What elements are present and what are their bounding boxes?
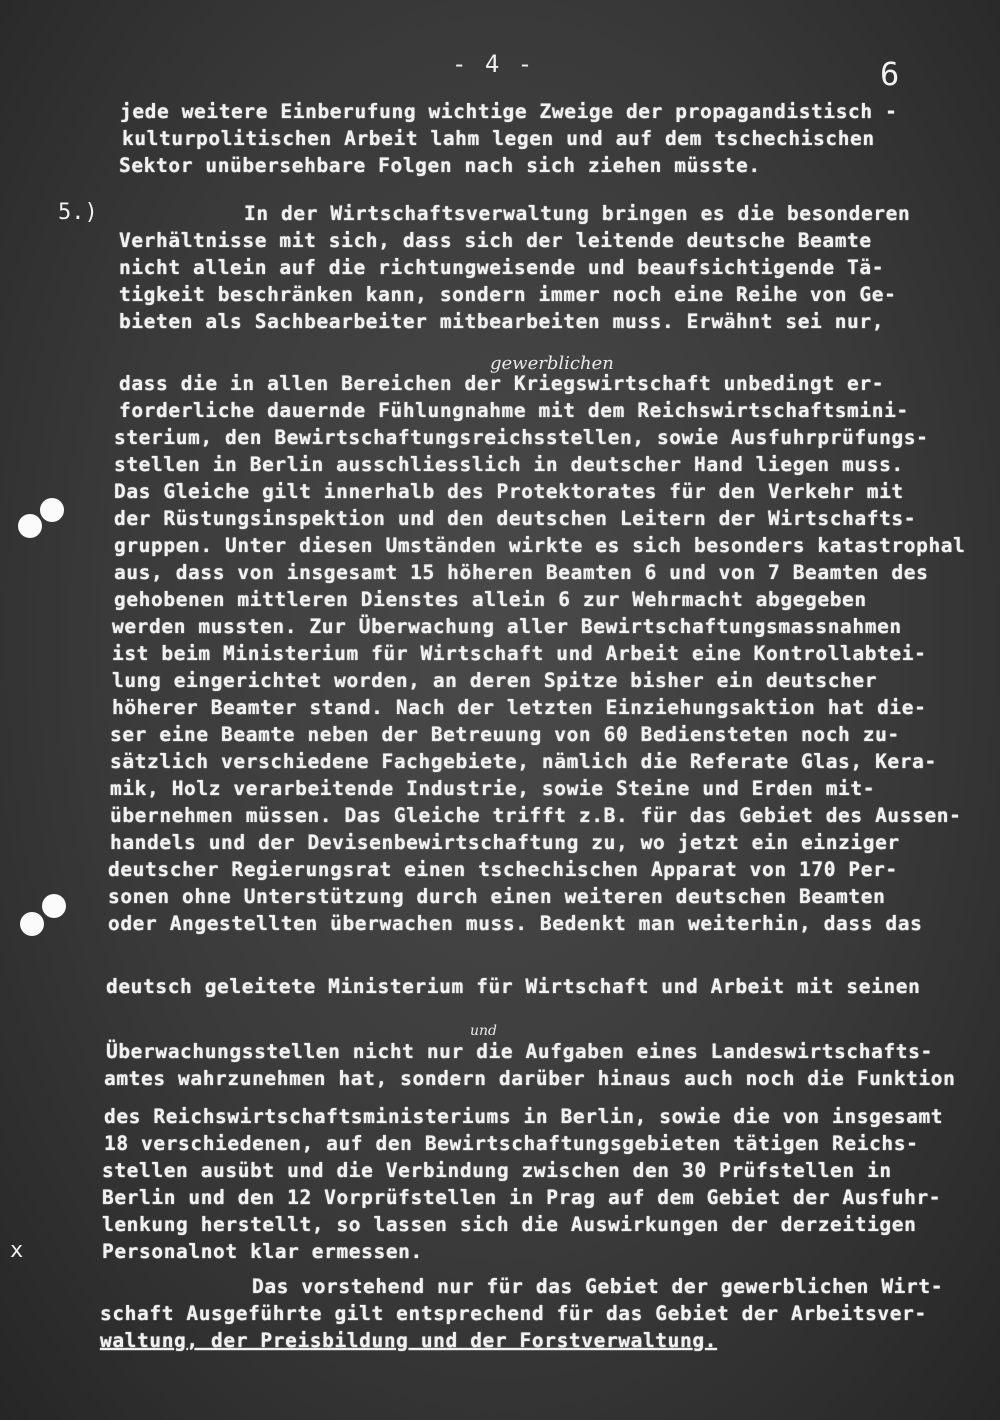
handwritten-insert-und: und — [470, 1023, 497, 1039]
text-line: nicht allein auf die richtungweisende und beaufsichtigende Tä- — [119, 256, 885, 279]
text-line: stellen in Berlin ausschliesslich in deutscher Hand liegen muss. — [114, 453, 904, 476]
text-line: ist beim Ministerium für Wirtschaft und Arbeit eine Kontrollabtei- — [112, 642, 927, 665]
page-number: - 4 - — [452, 50, 535, 78]
text-line: lung eingerichtet worden, an deren Spitze bisher ein deutscher — [112, 669, 878, 692]
text-line: Verhältnisse mit sich, dass sich der leitende deutsche Beamte — [119, 229, 872, 252]
text-line: Sektor unübersehbare Folgen nach sich ziehen müsste. — [119, 154, 761, 177]
handwritten-insert-gewerblichen: gewerblichen — [490, 353, 614, 374]
text-line: oder Angestellten überwachen muss. Bedenkt man weiterhin, dass das — [108, 912, 923, 935]
text-line: sätzlich verschiedene Fachgebiete, nämlich die Referate Glas, Kera- — [110, 750, 937, 773]
text-line: 18 verschiedenen, auf den Bewirtschaftungsgebieten tätigen Reichs- — [104, 1132, 919, 1155]
text-line: der Rüstungsinspektion und den deutschen Leitern der Wirtschafts- — [114, 507, 917, 530]
text-line: mik, Holz verarbeitende Industrie, sowie Steine und Erden mit- — [110, 777, 876, 800]
section-marker: 5.) — [58, 200, 98, 225]
punch-hole — [40, 498, 64, 522]
punch-hole — [42, 894, 66, 918]
text-line: ser eine Beamte neben der Betreuung von 60 Bediensteten noch zu- — [110, 723, 900, 746]
text-line: deutscher Regierungsrat einen tschechischen Apparat von 170 Per- — [108, 858, 898, 881]
text-line: waltung, der Preisbildung und der Forstverwaltung. — [100, 1329, 717, 1352]
text-line: Berlin und den 12 Vorprüfstellen in Prag auf dem Gebiet der Ausfuhr- — [102, 1186, 942, 1209]
text-line: werden mussten. Zur Überwachung aller Bewirtschaftungsmassnahmen — [112, 615, 902, 638]
text-line: handels und der Devisenbewirtschaftung zu, wo jetzt ein einziger — [110, 831, 900, 854]
text-line: jede weitere Einberufung wichtige Zweige der propagandistisch - — [120, 100, 898, 123]
text-line: deutsch geleitete Ministerium für Wirtschaft und Arbeit mit seinen — [106, 975, 921, 998]
text-line: tigkeit beschränken kann, sondern immer noch eine Reihe von Ge- — [119, 283, 897, 306]
sheet-number: 6 — [880, 55, 900, 93]
text-line: schaft Ausgeführte gilt entsprechend für das Gebiet der Arbeitsver- — [100, 1302, 927, 1325]
text-line: gruppen. Unter diesen Umständen wirkte es sich besonders katastrophal — [114, 534, 966, 557]
text-line: aus, dass von insgesamt 15 höheren Beamten 6 und von 7 Beamten des — [114, 561, 929, 584]
text-line: amtes wahrzunehmen hat, sondern darüber hinaus auch noch die Funktion — [104, 1067, 956, 1090]
text-line: dass die in allen Bereichen der Kriegswirtschaft unbedingt er- — [119, 372, 885, 395]
text-line: Überwachungsstellen nicht nur die Aufgaben eines Landeswirtschafts- — [106, 1040, 933, 1063]
text-line: höherer Beamter stand. Nach der letzten Einziehungsaktion hat die- — [112, 696, 927, 719]
text-line: bieten als Sachbearbeiter mitbearbeiten muss. Erwähnt sei nur, — [119, 310, 885, 333]
text-line: Personalnot klar ermessen. — [102, 1240, 423, 1263]
text-line: forderliche dauernde Fühlungnahme mit dem Reichswirtschaftsmini- — [119, 399, 909, 422]
text-line: sterium, den Bewirtschaftungsreichsstellen, sowie Ausfuhrprüfungs- — [114, 426, 929, 449]
text-line: sonen ohne Unterstützung durch einen weiteren deutschen Beamten — [108, 885, 886, 908]
punch-hole — [20, 912, 44, 936]
text-line: Das Gleiche gilt innerhalb des Protektorates für den Verkehr mit — [114, 480, 904, 503]
text-line — [244, 202, 910, 225]
text-line: stellen ausübt und die Verbindung zwischen den 30 Prüfstellen in — [102, 1159, 892, 1182]
text-line: gehobenen mittleren Dienstes allein 6 zur Wehrmacht abgegeben — [114, 588, 867, 611]
text-segment: In der Wirtschaftsverwaltung bringen es die besonderen — [244, 202, 911, 225]
text-line: Das vorstehend nur für das Gebiet der gewerblichen Wirt- — [252, 1275, 944, 1298]
text-line: übernehmen müssen. Das Gleiche trifft z.B. für das Gebiet des Aussen- — [110, 804, 962, 827]
punch-hole — [18, 514, 42, 538]
text-line: des Reichswirtschaftsministeriums in Berlin, sowie die von insgesamt — [104, 1105, 944, 1128]
margin-cross-mark: x — [10, 1238, 24, 1263]
text-line: lenkung herstellt, so lassen sich die Auswirkungen der derzeitigen — [102, 1213, 917, 1236]
text-line: kulturpolitischen Arbeit lahm legen und auf dem tschechischen — [122, 127, 875, 150]
